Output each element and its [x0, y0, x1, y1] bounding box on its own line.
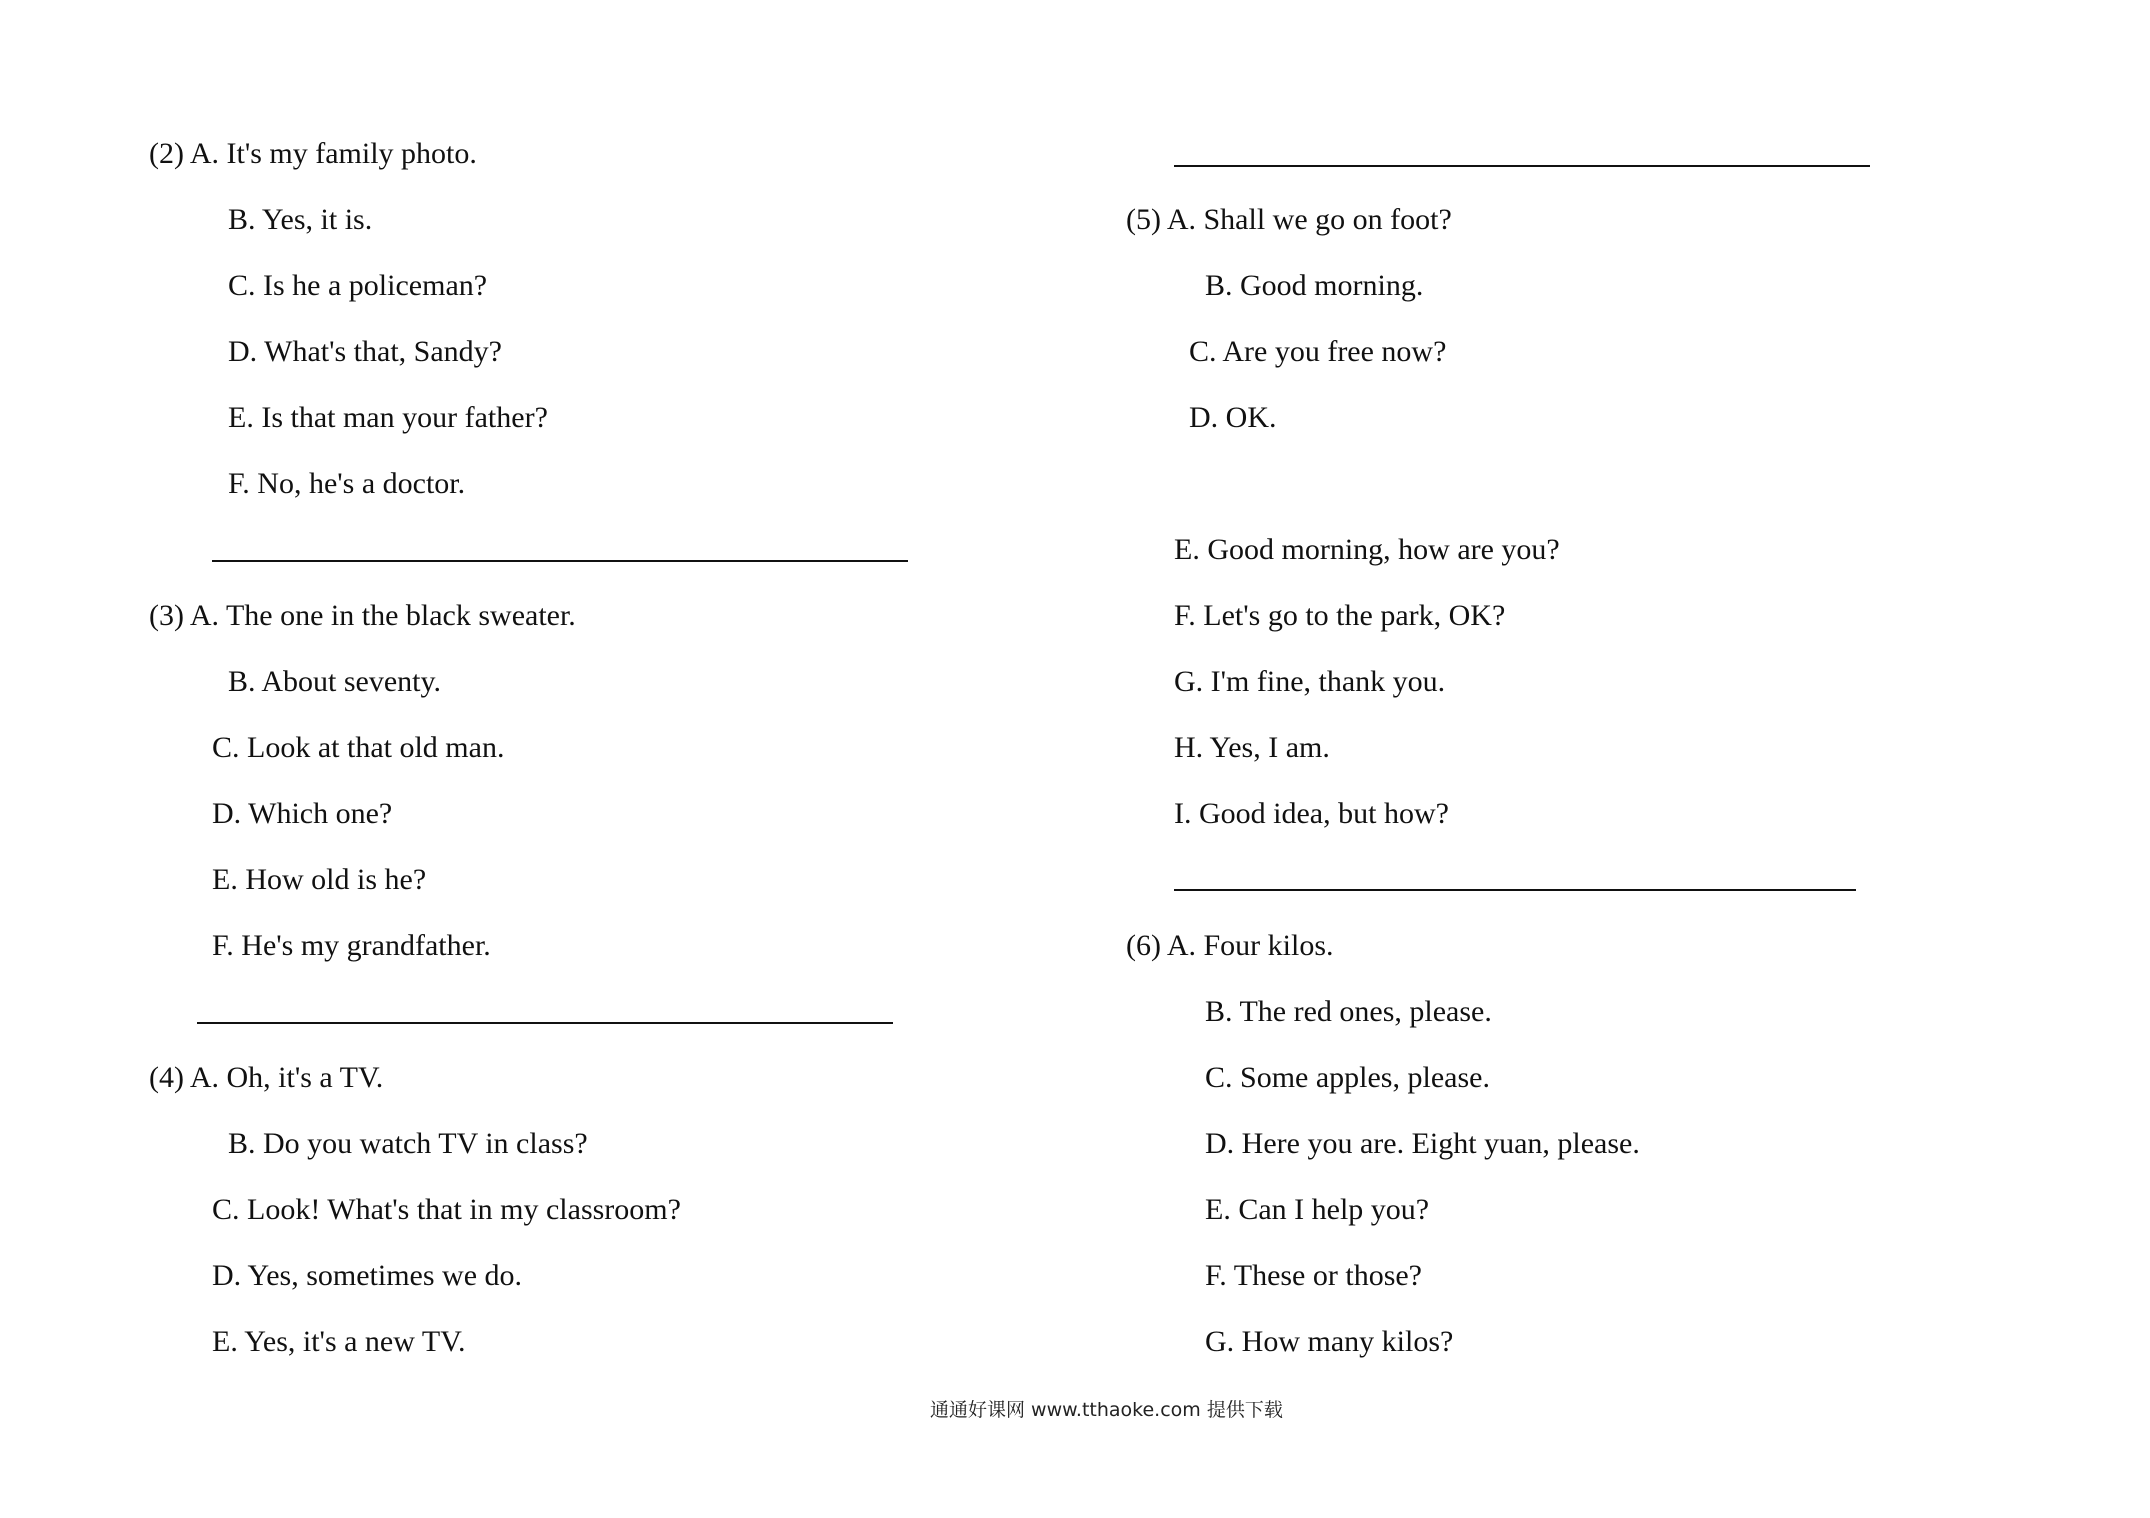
- q2-option-a: (2) A. It's my family photo.: [149, 137, 477, 170]
- q3-option-d: D. Which one?: [212, 797, 393, 830]
- q5-option-f: F. Let's go to the park, OK?: [1174, 599, 1506, 632]
- q5-option-d: D. OK.: [1189, 401, 1277, 434]
- q2-option-c: C. Is he a policeman?: [228, 269, 488, 302]
- q2-answer-line: [212, 560, 908, 562]
- q5-answer-line: [1174, 889, 1856, 891]
- q5-option-g: G. I'm fine, thank you.: [1174, 665, 1446, 698]
- q4-option-e: E. Yes, it's a new TV.: [212, 1325, 466, 1358]
- q6-option-d: D. Here you are. Eight yuan, please.: [1205, 1127, 1640, 1160]
- q6-option-c: C. Some apples, please.: [1205, 1061, 1490, 1094]
- q4-option-c: C. Look! What's that in my classroom?: [212, 1193, 681, 1226]
- q4-option-a: (4) A. Oh, it's a TV.: [149, 1061, 384, 1094]
- q4-option-d: D. Yes, sometimes we do.: [212, 1259, 523, 1292]
- q3-option-f: F. He's my grandfather.: [212, 929, 491, 962]
- q5-option-a: (5) A. Shall we go on foot?: [1126, 203, 1452, 236]
- q6-option-f: F. These or those?: [1205, 1259, 1423, 1292]
- q2-option-f: F. No, he's a doctor.: [228, 467, 466, 500]
- q5-option-b: B. Good morning.: [1205, 269, 1424, 302]
- q2-option-b: B. Yes, it is.: [228, 203, 373, 236]
- q3-option-e: E. How old is he?: [212, 863, 427, 896]
- footer-text: 通通好课网 www.tthaoke.com 提供下载: [930, 1399, 1283, 1421]
- q6-option-a: (6) A. Four kilos.: [1126, 929, 1334, 962]
- q5-option-h: H. Yes, I am.: [1174, 731, 1330, 764]
- q6-option-b: B. The red ones, please.: [1205, 995, 1492, 1028]
- q3-answer-line: [197, 1022, 893, 1024]
- q6-option-g: G. How many kilos?: [1205, 1325, 1454, 1358]
- q5-option-c: C. Are you free now?: [1189, 335, 1447, 368]
- q4-option-b: B. Do you watch TV in class?: [228, 1127, 588, 1160]
- q6-option-e: E. Can I help you?: [1205, 1193, 1430, 1226]
- q2-option-d: D. What's that, Sandy?: [228, 335, 502, 368]
- q5-option-i: I. Good idea, but how?: [1174, 797, 1449, 830]
- q2-option-e: E. Is that man your father?: [228, 401, 548, 434]
- q4-answer-line: [1174, 165, 1870, 167]
- q3-option-a: (3) A. The one in the black sweater.: [149, 599, 576, 632]
- q3-option-c: C. Look at that old man.: [212, 731, 505, 764]
- q3-option-b: B. About seventy.: [228, 665, 442, 698]
- q5-option-e: E. Good morning, how are you?: [1174, 533, 1560, 566]
